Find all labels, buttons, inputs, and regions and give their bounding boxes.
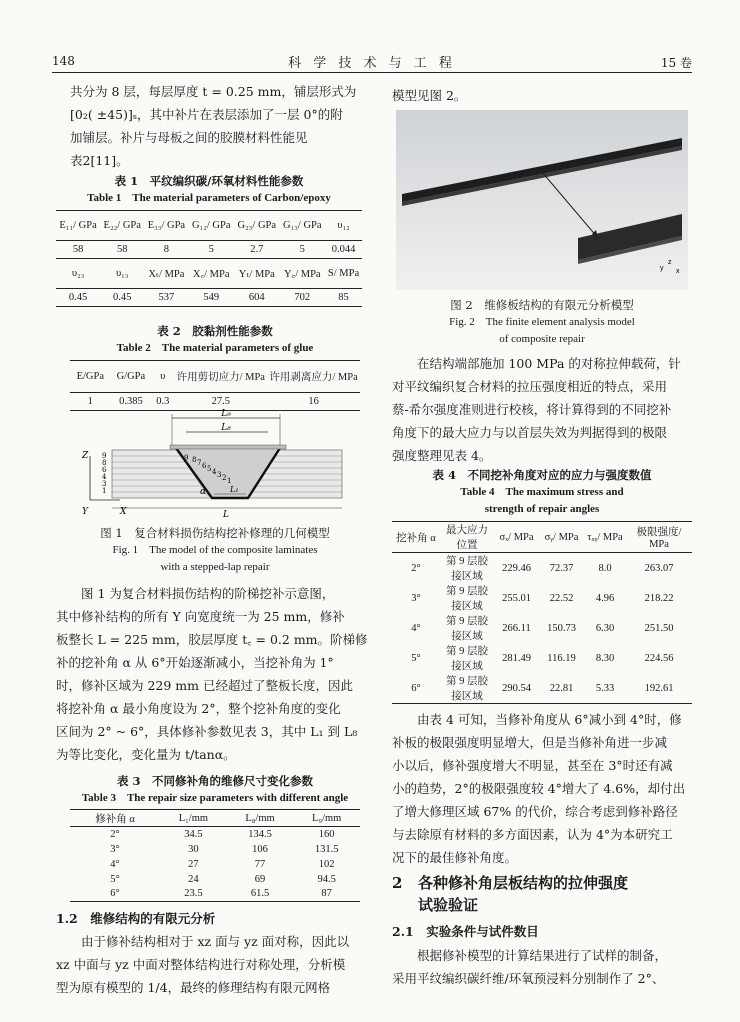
section-2-1 xyxy=(392,920,692,990)
right-top-text xyxy=(392,84,692,107)
table-cell: 255.01 xyxy=(502,592,531,604)
table-header-cell: G₁₂/ GPa xyxy=(191,220,231,231)
table-cell: 第 9 层胶 接区域 xyxy=(446,556,488,582)
svg-text:1: 1 xyxy=(102,487,107,495)
table-header-cell: Y꜀/ MPa xyxy=(283,268,321,280)
table-cell: 8.30 xyxy=(595,652,615,664)
table-cell: 106 xyxy=(252,843,268,855)
table-cell: 6.30 xyxy=(595,622,615,634)
l8-label: L₈ xyxy=(221,423,231,433)
table-2-caption-en: Table 2 The material parameters of glue xyxy=(116,342,314,354)
table-cell: 1 xyxy=(87,396,93,407)
text-line: 小以后，修补强度增大不明显，甚至在 3°时还有减 xyxy=(392,758,673,773)
table-header-cell: 许用剪切应力/ MPa xyxy=(176,372,265,383)
alpha-label: α xyxy=(200,487,207,497)
table-header-cell: 修补角 α xyxy=(95,813,135,825)
table-cell: 5° xyxy=(411,652,421,664)
table-cell: 604 xyxy=(248,292,265,303)
svg-text:z: z xyxy=(668,259,672,266)
text-line: 将挖补角 α 最小角度设为 2°，整个挖补角度的变化 xyxy=(56,701,341,716)
table-header-cell: υ xyxy=(160,371,166,382)
svg-text:3: 3 xyxy=(102,480,107,488)
table-3 xyxy=(70,772,360,902)
table-cell: 22.52 xyxy=(549,592,574,604)
table-header-cell: L₈/mm xyxy=(245,812,275,824)
table-cell: 23.5 xyxy=(184,888,203,900)
text-line: 根据修补模型的计算结果进行了试样的制备， xyxy=(417,948,668,963)
table-cell: 0.3 xyxy=(156,396,170,407)
text-line: 时，修补区域为 229 mm 已经超过了整板长度，因此 xyxy=(56,678,353,693)
svg-text:8: 8 xyxy=(102,459,107,467)
table-3-caption-cn: 表 3 不同修补角的维修尺寸变化参数 xyxy=(116,774,313,788)
ply-number: 9 xyxy=(184,454,189,462)
table-header-cell: S/ MPa xyxy=(327,268,360,279)
figure-2-caption-cn: 图 2 维修板结构的有限元分析模型 xyxy=(450,298,634,312)
svg-text:4: 4 xyxy=(102,473,107,481)
figure-1-caption-en: Fig. 1 The model of the composite laminates xyxy=(112,544,318,556)
left-intro-paragraph xyxy=(70,80,372,172)
table-cell: 34.5 xyxy=(184,828,203,840)
figure-1-caption-en-line2: with a stepped-lap repair xyxy=(160,561,270,573)
table-cell: 0.044 xyxy=(331,244,356,255)
table-cell: 58 xyxy=(72,244,84,255)
text-line: [0₂( ±45)]ₛ，其中补片在表层添加了一层 0°的附 xyxy=(70,107,343,122)
table-header-cell: G/GPa xyxy=(116,371,146,382)
table-cell: 2° xyxy=(411,562,421,574)
table-cell: 24 xyxy=(188,873,199,885)
table-header-cell: Xₜ/ MPa xyxy=(148,268,185,280)
text-line: 其中修补结构的所有 Y 向宽度统一为 25 mm，修补 xyxy=(56,609,345,624)
figure-1-caption xyxy=(56,524,374,576)
table-cell: 702 xyxy=(294,292,311,303)
table-cell: 22.81 xyxy=(549,682,574,694)
table-header-cell: 极限强度/ MPa xyxy=(636,527,682,550)
ply-number: 3 xyxy=(217,471,222,479)
text-line: 由于修补结构相对于 xz 面与 yz 面对称，因此以 xyxy=(81,934,350,949)
table-cell: 第 9 层胶 接区域 xyxy=(446,676,488,702)
volume-label: 15 卷 xyxy=(660,56,692,70)
table-cell: 72.37 xyxy=(549,562,574,574)
table-cell: 第 9 层胶 接区域 xyxy=(446,646,488,672)
table-cell: 27 xyxy=(188,858,199,870)
table-4-caption-en-line2: strength of repair angles xyxy=(484,503,600,515)
table-header-cell: σₓ/ MPa xyxy=(499,531,534,543)
y-axis-label: Y xyxy=(82,507,88,517)
table-cell: 150.73 xyxy=(547,622,576,634)
table-cell: 263.07 xyxy=(644,562,674,574)
table-header-cell: υ₁₃ xyxy=(115,268,129,279)
text-line: 了增大修理区域 67% 的代价，综合考虑到修补路径 xyxy=(392,804,678,819)
x-axis-label: X xyxy=(120,507,127,517)
text-line: 采用平纹编织碳纤维/环氧预浸料分别制作了 2°、 xyxy=(392,971,665,986)
table-1 xyxy=(56,172,362,307)
table-cell: 第 9 层胶 接区域 xyxy=(446,586,488,612)
table-header-cell: L₁/mm xyxy=(178,812,209,824)
fe-axis-label: y xyxy=(660,265,664,272)
ply-number: 6 xyxy=(202,462,207,470)
table-cell: 192.61 xyxy=(644,682,674,694)
svg-text:x: x xyxy=(676,268,680,275)
text-line: 为等比变化，变化量为 t/tanα。 xyxy=(56,747,236,762)
journal-title: 科 学 技 术 与 工 程 xyxy=(288,56,456,71)
table-cell: 0.45 xyxy=(113,292,132,303)
table-header-cell: G₂₃/ GPa xyxy=(237,220,277,231)
ply-number: 1 xyxy=(227,477,232,485)
table-cell: 4° xyxy=(110,858,120,870)
ply-number-left: 9 xyxy=(102,452,107,460)
table-cell: 2° xyxy=(110,828,120,840)
table-cell: 30 xyxy=(188,843,199,855)
table-cell: 549 xyxy=(203,292,220,303)
table-cell: 27.5 xyxy=(211,396,230,407)
text-line: 共分为 8 层，每层厚度 t = 0.25 mm，铺层形式为 xyxy=(70,84,357,99)
z-axis-label: Z xyxy=(82,451,89,461)
text-line: 况下的最佳修补角度。 xyxy=(392,850,518,865)
figure-2-caption-en: Fig. 2 The finite element analysis model xyxy=(449,316,635,328)
left-paragraph-fig1 xyxy=(56,582,372,766)
table-1-caption-en: Table 1 The material parameters of Carbon/epoxy xyxy=(87,192,331,204)
l9-label: L₉ xyxy=(221,409,231,419)
section-2-title-line2: 试验验证 xyxy=(418,896,479,914)
stepped-lap-repair-diagram xyxy=(80,408,370,520)
text-line: 在结构端部施加 100 MPa 的对称拉伸载荷，针 xyxy=(417,356,681,371)
table-cell: 266.11 xyxy=(502,622,531,634)
table-cell: 102 xyxy=(318,858,335,870)
table-cell: 116.19 xyxy=(547,652,576,664)
section-2-heading xyxy=(392,872,692,916)
table-4-caption-en: Table 4 The maximum stress and xyxy=(460,486,624,498)
table-header-cell: υ₁₂ xyxy=(337,220,350,231)
table-4-caption-cn: 表 4 不同挖补角度对应的应力与强度数值 xyxy=(432,468,652,482)
table-cell: 2.7 xyxy=(250,244,264,255)
figure-1 xyxy=(80,408,370,520)
right-paragraph-load xyxy=(392,352,692,467)
l1-label: L₁ xyxy=(230,485,239,494)
table-cell: 229.46 xyxy=(502,562,531,574)
table-cell: 131.5 xyxy=(314,843,339,855)
text-line: 与去除原有材料的多方面因素，认为 4°为本研究工 xyxy=(392,827,673,842)
table-cell: 3° xyxy=(411,592,421,604)
text-line: xz 中面与 yz 中面对整体结构进行对称处理，分析模 xyxy=(56,957,346,972)
table-cell: 5 xyxy=(299,244,305,255)
table-cell: 87 xyxy=(321,888,332,900)
table-4 xyxy=(392,466,692,704)
table-header-cell: X꜀/ MPa xyxy=(192,268,230,280)
table-cell: 134.5 xyxy=(248,828,272,840)
section-2-1-title: 2.1 实验条件与试件数目 xyxy=(392,924,539,939)
table-cell: 0.385 xyxy=(119,396,143,407)
table-header-cell: 许用剥离应力/ MPa xyxy=(269,372,358,383)
table-cell: 290.54 xyxy=(502,682,531,694)
table-cell: 69 xyxy=(254,873,266,885)
table-header-cell: G₁₃/ GPa xyxy=(283,220,322,231)
text-line: 区间为 2° ~ 6°，具体修补参数见表 3，其中 L₁ 到 L₈ xyxy=(56,724,358,739)
text-line: 型为原有模型的 1/4，最终的修理结构有限元网格 xyxy=(56,980,331,995)
table-2-caption-cn: 表 2 胶黏剂性能参数 xyxy=(157,324,273,338)
table-cell: 537 xyxy=(158,292,175,303)
text-line: 加铺层。补片与母板之间的胶膜材料性能见 xyxy=(70,130,308,145)
figure-2 xyxy=(396,110,688,290)
text-line: 小的趋势，2°的极限强度较 4°增大了 4.6%，却付出 xyxy=(392,781,686,796)
table-3-caption-en: Table 3 The repair size parameters with different angle xyxy=(81,792,349,804)
table-cell: 5° xyxy=(110,873,120,885)
section-2-number: 2 xyxy=(392,874,403,892)
table-1-caption-cn: 表 1 平纹编织碳/环氧材料性能参数 xyxy=(114,174,304,188)
figure-2-caption xyxy=(392,296,692,348)
ply-number: 7 xyxy=(197,459,202,467)
table-cell: 第 9 层胶 接区域 xyxy=(446,616,488,642)
table-header-cell: E₂₂/ GPa xyxy=(103,220,141,231)
page-number: 148 xyxy=(52,54,75,68)
table-header-cell: E₁₁/ GPa xyxy=(59,220,97,231)
table-header-cell: υ₂₃ xyxy=(71,268,85,279)
table-header-cell: E₃₃/ GPa xyxy=(147,220,186,231)
table-2 xyxy=(70,322,360,411)
svg-text:6: 6 xyxy=(102,466,107,474)
table-cell: 0.45 xyxy=(68,292,88,303)
table-cell: 251.50 xyxy=(644,622,674,634)
ply-number: 5 xyxy=(207,465,212,473)
table-header-cell: Yₜ/ MPa xyxy=(238,268,275,280)
table-cell: 160 xyxy=(318,828,335,840)
ply-number: 4 xyxy=(212,468,217,476)
table-header-cell: σᵧ/ MPa xyxy=(544,531,579,543)
section-2-title: 各种修补角层板结构的拉伸强度 xyxy=(418,874,629,892)
table-header-cell: E/GPa xyxy=(76,371,104,382)
text-line: 角度下的最大应力与以首层失效为判据得到的极限 xyxy=(392,425,668,440)
section-1-2 xyxy=(56,908,372,999)
text-line: 对平纹编织复合材料的拉压强度相近的特点，采用 xyxy=(392,379,668,394)
length-label: L xyxy=(223,510,229,520)
text-line: 补板的极限强度明显增大，但是当修补角进一步减 xyxy=(392,735,668,750)
ply-number: 8 xyxy=(192,456,197,464)
table-cell: 218.22 xyxy=(644,592,674,604)
table-cell: 3° xyxy=(110,843,120,855)
table-cell: 61.5 xyxy=(250,888,270,900)
table-cell: 281.49 xyxy=(502,652,531,664)
table-cell: 8 xyxy=(163,244,170,255)
section-1-2-title: 1.2 维修结构的有限元分析 xyxy=(56,911,216,926)
text-line: 板整长 L = 225 mm，胶层厚度 t꜀ = 0.2 mm。阶梯修 xyxy=(56,632,368,647)
table-cell: 16 xyxy=(308,396,319,407)
finite-element-model-image xyxy=(396,110,688,290)
ply-number: 2 xyxy=(222,474,227,482)
table-cell: 58 xyxy=(116,244,128,255)
text-line: 模型见图 2。 xyxy=(392,88,467,103)
table-cell: 5 xyxy=(208,244,214,255)
table-cell: 224.56 xyxy=(644,652,674,664)
table-cell: 4.96 xyxy=(595,592,615,604)
text-line: 补的挖补角 α 从 6°开始逐渐减小，当挖补角为 1° xyxy=(56,655,334,670)
table-cell: 77 xyxy=(254,858,266,870)
text-line: 表2[11]。 xyxy=(70,153,129,168)
table-cell: 94.5 xyxy=(317,873,336,885)
table-header-cell: τₓᵧ/ MPa xyxy=(587,531,623,543)
table-cell: 85 xyxy=(338,292,349,303)
table-cell: 4° xyxy=(411,622,421,634)
table-cell: 8.0 xyxy=(598,562,612,574)
table-cell: 5.33 xyxy=(595,682,615,694)
table-header-cell: 最大应力 位置 xyxy=(446,525,488,551)
text-line: 由表 4 可知，当修补角度从 6°减小到 4°时，修 xyxy=(417,712,682,727)
right-paragraph-analysis xyxy=(392,708,692,869)
page-header xyxy=(52,52,692,73)
figure-1-caption-cn: 图 1 复合材料损伤结构挖补修理的几何模型 xyxy=(100,526,330,540)
table-cell: 6° xyxy=(411,682,421,694)
text-line: 蔡-希尔强度准则进行校核，将计算得到的不同挖补 xyxy=(392,402,672,417)
table-cell: 6° xyxy=(110,888,120,900)
table-header-cell: 挖补角 α xyxy=(396,532,436,544)
text-line: 图 1 为复合材料损伤结构的阶梯挖补示意图， xyxy=(81,586,335,601)
text-line: 强度整理见表 4。 xyxy=(392,448,492,463)
table-header-cell: L₉/mm xyxy=(312,812,342,824)
figure-2-caption-en-line2: of composite repair xyxy=(499,333,585,345)
